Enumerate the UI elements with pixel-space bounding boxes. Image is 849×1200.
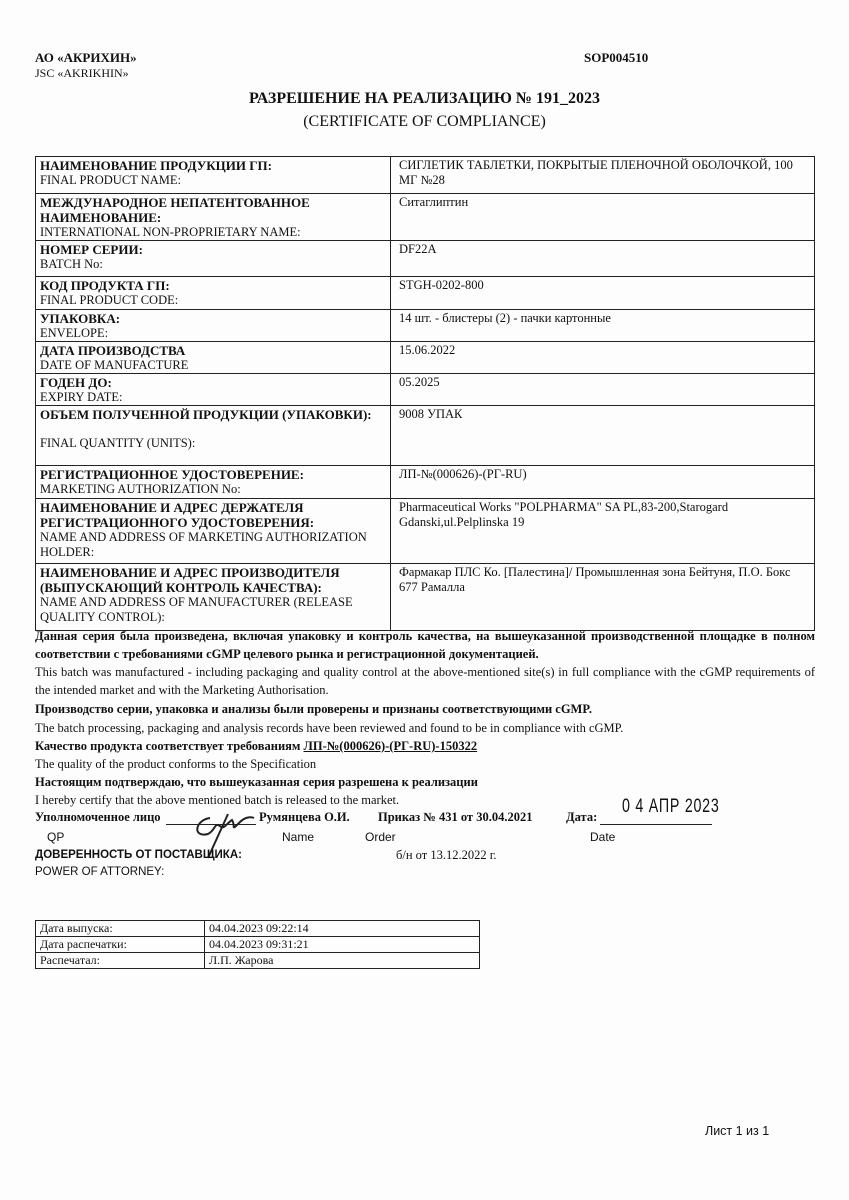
row-value: СИГЛЕТИК ТАБЛЕТКИ, ПОКРЫТЫЕ ПЛЕНОЧНОЙ ОБОЛОЧКОЙ, 100 МГ №28 bbox=[391, 157, 815, 194]
date-stamp: 0 4 АПР 2023 bbox=[622, 796, 720, 817]
print-info-key: Дата распечатки: bbox=[36, 937, 205, 953]
row-label-cell bbox=[36, 499, 391, 564]
table-row bbox=[36, 194, 815, 241]
label-ru: НАИМЕНОВАНИЕ И АДРЕС ДЕРЖАТЕЛЯ РЕГИСТРАЦИОННОГО УДОСТОВЕРЕНИЯ: bbox=[40, 500, 315, 530]
name-label-en: Name bbox=[282, 830, 315, 844]
row-label-cell bbox=[36, 241, 391, 277]
label-en: INTERNATIONAL NON-PROPRIETARY NAME: bbox=[40, 225, 301, 239]
table-row bbox=[36, 564, 815, 631]
specification-reference: ЛП-№(000626)-(РГ-RU)-150322 bbox=[303, 739, 478, 753]
statement-1-en: This batch was manufactured - including packaging and quality control at the above-mentioned site(s) in full compliance with the cGMP requirements of the intended market and with the Marketing Authorisation. bbox=[35, 665, 815, 697]
row-label-cell bbox=[36, 310, 391, 342]
document-code: SOP004510 bbox=[584, 50, 649, 65]
table-row bbox=[36, 406, 815, 466]
label-ru: ГОДЕН ДО: bbox=[40, 375, 112, 390]
print-info-table bbox=[35, 920, 480, 969]
label-ru: НАИМЕНОВАНИЕ И АДРЕС ПРОИЗВОДИТЕЛЯ (ВЫПУСКАЮЩИЙ КОНТРОЛЬ КАЧЕСТВА): bbox=[40, 565, 340, 595]
page-number: Лист 1 из 1 bbox=[705, 1124, 770, 1138]
label-ru: ОБЪЕМ ПОЛУЧЕННОЙ ПРОДУКЦИИ (УПАКОВКИ): bbox=[40, 407, 372, 422]
product-info-table bbox=[35, 156, 815, 631]
label-en: FINAL PRODUCT NAME: bbox=[40, 173, 181, 187]
row-label-cell bbox=[36, 342, 391, 374]
row-label-cell bbox=[36, 406, 391, 466]
row-label-cell bbox=[36, 374, 391, 406]
row-value: ЛП-№(000626)-(РГ-RU) bbox=[391, 466, 815, 499]
statement-4-ru: Настоящим подтверждаю, что вышеуказанная серия разрешена к реализации bbox=[35, 775, 478, 789]
label-en: BATCH No: bbox=[40, 257, 103, 271]
table-row bbox=[36, 374, 815, 406]
label-ru: ДАТА ПРОИЗВОДСТВА bbox=[40, 343, 186, 358]
table-row bbox=[36, 157, 815, 194]
label-en: MARKETING AUTHORIZATION No: bbox=[40, 482, 241, 496]
row-label-cell bbox=[36, 466, 391, 499]
company-name-ru: АО «АКРИХИН» bbox=[35, 50, 137, 65]
table-row bbox=[36, 277, 815, 310]
row-value: DF22A bbox=[391, 241, 815, 277]
document-title: РАЗРЕШЕНИЕ НА РЕАЛИЗАЦИЮ № 191_2023 bbox=[249, 90, 600, 107]
row-label-cell bbox=[36, 277, 391, 310]
label-ru: УПАКОВКА: bbox=[40, 311, 121, 326]
label-en: NAME AND ADDRESS OF MARKETING AUTHORIZATION HOLDER: bbox=[40, 530, 367, 559]
table-row bbox=[36, 466, 815, 499]
table-row bbox=[36, 310, 815, 342]
qp-order: Приказ № 431 от 30.04.2021 bbox=[378, 810, 533, 824]
qp-name: Румянцева О.И. bbox=[259, 810, 350, 824]
print-info-row bbox=[36, 953, 480, 969]
print-info-value: 04.04.2023 09:22:14 bbox=[205, 921, 480, 937]
row-label-cell bbox=[36, 564, 391, 631]
row-label-cell bbox=[36, 157, 391, 194]
power-of-attorney-label-en: POWER OF ATTORNEY: bbox=[35, 866, 165, 878]
date-line bbox=[600, 824, 712, 825]
order-label-en: Order bbox=[365, 830, 396, 844]
date-label: Дата: bbox=[566, 810, 598, 824]
label-en: ENVELOPE: bbox=[40, 326, 109, 340]
power-of-attorney-label: ДОВЕРЕННОСТЬ ОТ ПОСТАВЩИКА: bbox=[35, 849, 242, 861]
document-subtitle: (CERTIFICATE OF COMPLIANCE) bbox=[303, 113, 546, 130]
qp-label: Уполномоченное лицо bbox=[35, 810, 161, 824]
statement-2-ru: Производство серии, упаковка и анализы были проверены и признаны соответствующими cGMP. bbox=[35, 702, 592, 716]
label-en: DATE OF MANUFACTURE bbox=[40, 358, 189, 372]
label-ru: МЕЖДУНАРОДНОЕ НЕПАТЕНТОВАННОЕ НАИМЕНОВАНИЕ: bbox=[40, 195, 310, 225]
print-info-value: 04.04.2023 09:31:21 bbox=[205, 937, 480, 953]
power-of-attorney-value: б/н от 13.12.2022 г. bbox=[396, 848, 497, 862]
statement-3-en: The quality of the product conforms to the Specification bbox=[35, 757, 317, 771]
label-en: NAME AND ADDRESS OF MANUFACTURER (RELEASE QUALITY CONTROL): bbox=[40, 595, 353, 624]
table-row bbox=[36, 241, 815, 277]
company-name-en: JSC «AKRIKHIN» bbox=[35, 66, 129, 80]
statement-2-en: The batch processing, packaging and analysis records have been reviewed and found to be in compliance with cGMP. bbox=[35, 721, 624, 735]
print-info-row bbox=[36, 921, 480, 937]
label-ru: НАИМЕНОВАНИЕ ПРОДУКЦИИ ГП: bbox=[40, 158, 272, 173]
row-label-cell bbox=[36, 194, 391, 241]
row-value: STGH-0202-800 bbox=[391, 277, 815, 310]
row-value: 9008 УПАК bbox=[391, 406, 815, 466]
row-value: 14 шт. - блистеры (2) - пачки картонные bbox=[391, 310, 815, 342]
statement-4-en: I hereby certify that the above mentioned batch is released to the market. bbox=[35, 793, 400, 807]
table-row bbox=[36, 342, 815, 374]
qp-label-en: QP bbox=[47, 830, 65, 844]
statement-3-text: Качество продукта соответствует требованиям bbox=[35, 739, 301, 753]
label-en: FINAL QUANTITY (UNITS): bbox=[40, 436, 196, 450]
row-value: Ситаглиптин bbox=[391, 194, 815, 241]
print-info-key: Распечатал: bbox=[36, 953, 205, 969]
print-info-value: Л.П. Жарова bbox=[205, 953, 480, 969]
row-value: Pharmaceutical Works "POLPHARMA" SA PL,83-200,Starogard Gdanski,ul.Pelplinska 19 bbox=[391, 499, 815, 564]
label-ru: КОД ПРОДУКТА ГП: bbox=[40, 278, 170, 293]
print-info-key: Дата выпуска: bbox=[36, 921, 205, 937]
table-row bbox=[36, 499, 815, 564]
print-info-row bbox=[36, 937, 480, 953]
label-en: FINAL PRODUCT CODE: bbox=[40, 293, 179, 307]
statement-3-ru bbox=[35, 737, 815, 755]
label-en: EXPIRY DATE: bbox=[40, 390, 123, 404]
label-ru: РЕГИСТРАЦИОННОЕ УДОСТОВЕРЕНИЕ: bbox=[40, 467, 304, 482]
label-ru: НОМЕР СЕРИИ: bbox=[40, 242, 143, 257]
row-value: Фармакар ПЛС Ко. [Палестина]/ Промышленная зона Бейтуня, П.О. Бокс 677 Рамалла bbox=[391, 564, 815, 631]
statement-1-ru: Данная серия была произведена, включая упаковку и контроль качества, на вышеуказанной производственной площадке в полном соответствии с требованиями cGMP целевого рынка и регистрационной документацией. bbox=[35, 629, 815, 661]
date-label-en: Date bbox=[590, 830, 616, 844]
row-value: 15.06.2022 bbox=[391, 342, 815, 374]
row-value: 05.2025 bbox=[391, 374, 815, 406]
